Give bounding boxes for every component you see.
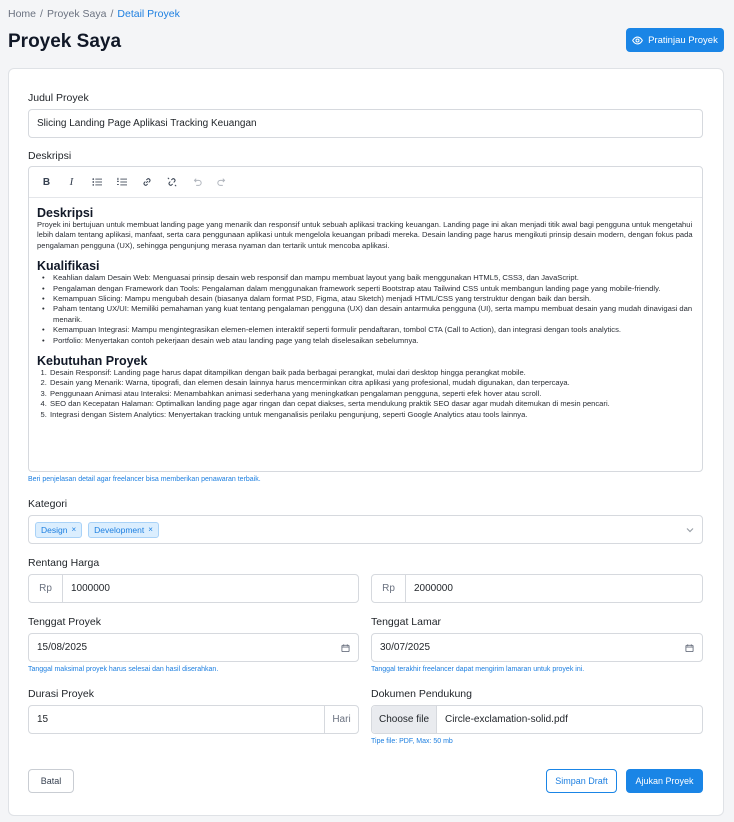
description-label: Deskripsi [28, 150, 72, 162]
breadcrumb: Home / Proyek Saya / Detail Proyek [8, 8, 180, 20]
requirements-list [37, 368, 694, 420]
deadline-hint: Tanggal maksimal proyek harus selesai dan hasil diserahkan. [28, 666, 219, 673]
list-item: • Kemampuan Integrasi: Mampu mengintegrasikan elemen-elemen interaktif seperti formulir pendaftaran, tombol CTA (Call to Action), dan integrasi dengan tools analytics. [49, 325, 694, 335]
cancel-button[interactable]: Batal [28, 769, 74, 793]
category-tag-development: Development × [88, 522, 159, 538]
list-item: • Pengalaman dengan Framework dan Tools: Pengalaman dalam menggunakan framework seperti Bootstrap atau Tailwind CSS untuk membangun landing page yang mobile-friendly. [49, 284, 694, 294]
preview-project-button[interactable] [626, 28, 724, 52]
list-item: • Kemampuan Slicing: Mampu mengubah desain (biasanya dalam format PSD, Figma, atau Sketch) menjadi HTML/CSS yang terstruktur dengan baik dan bersih. [49, 294, 694, 304]
unlink-icon[interactable] [164, 175, 179, 190]
deadline-date-input[interactable] [28, 633, 359, 662]
title-input-value: Slicing Landing Page Aplikasi Tracking Keuangan [37, 118, 257, 129]
editor-toolbar [29, 167, 702, 198]
list-item: 1. Desain Responsif: Landing page harus dapat ditampilkan dengan baik pada berbagai perangkat, mulai dari desktop hingga perangkat mobile. [49, 368, 694, 378]
list-item: 4. SEO dan Kecepatan Halaman: Optimalkan landing page agar ringan dan cepat diakses, serta mendukung praktik SEO dasar agar mudah ditemukan di mesin pencari. [49, 399, 694, 409]
list-item: • Keahlian dalam Desain Web: Menguasai prinsip desain web responsif dan mampu membuat layout yang baik menggunakan HTML5, CSS3, dan JavaScript. [49, 273, 694, 283]
price-min-value: 1000000 [71, 583, 110, 594]
price-range-label: Rentang Harga [28, 557, 100, 569]
list-item: • Portfolio: Menyertakan contoh pekerjaan desain web atau landing page yang telah diselesaikan sebelumnya. [49, 336, 694, 346]
document-filename: Circle-exclamation-solid.pdf [445, 714, 568, 725]
breadcrumb-current: Detail Proyek [117, 8, 180, 20]
remove-tag-icon[interactable]: × [148, 525, 153, 534]
price-min-prefix: Rp [29, 575, 63, 602]
ordered-list-icon[interactable] [114, 175, 129, 190]
duration-value: 15 [37, 714, 49, 725]
document-label: Dokumen Pendukung [371, 688, 472, 700]
deadline-label: Tenggat Proyek [28, 616, 101, 628]
list-item: 5. Integrasi dengan Sistem Analytics: Menyertakan tracking untuk menganalisis perilaku pengunjung, seperti Google Analytics atau tools lainnya. [49, 410, 694, 420]
submit-project-button[interactable]: Ajukan Proyek [626, 769, 703, 793]
duration-label: Durasi Proyek [28, 688, 94, 700]
deadline-value: 15/08/2025 [37, 642, 88, 653]
list-item: • Paham tentang UX/UI: Memiliki pemahaman yang kuat tentang pengalaman pengguna (UX) dan desain antarmuka pengguna (UI), serta mampu membuat desain yang mudah dinavigasi dan menarik. [49, 304, 694, 325]
document-file-input[interactable] [371, 705, 703, 734]
description-editor[interactable] [28, 166, 703, 472]
eye-icon [632, 35, 643, 46]
description-heading: Deskripsi [37, 206, 94, 220]
calendar-icon[interactable] [685, 643, 694, 652]
duration-suffix: Hari [324, 706, 358, 733]
apply-deadline-date-input[interactable] [371, 633, 703, 662]
apply-deadline-hint: Tanggal terakhir freelancer dapat mengirim lamaran untuk proyek ini. [371, 666, 585, 673]
price-max-value: 2000000 [414, 583, 453, 594]
duration-input[interactable] [28, 705, 359, 734]
choose-file-button[interactable]: Choose file [372, 706, 437, 733]
chevron-down-icon[interactable] [686, 527, 694, 533]
list-item: 2. Desain yang Menarik: Warna, tipografi, dan elemen desain lainnya harus mencerminkan citra aplikasi yang profesional, mudah digunakan, dan terpercaya. [49, 378, 694, 388]
document-hint: Tipe file: PDF, Max: 50 mb [371, 738, 453, 745]
description-hint: Beri penjelasan detail agar freelancer bisa memberikan penawaran terbaik. [28, 476, 261, 483]
qualifications-list [37, 273, 694, 346]
qualifications-heading: Kualifikasi [37, 259, 100, 274]
bold-icon[interactable]: B [42, 176, 51, 188]
description-paragraph: Proyek ini bertujuan untuk membuat landing page yang menarik dan responsif untuk sebuah aplikasi tracking keuangan. Landing page ini akan menjadi titik awal bagi pengguna untuk mengetahui lebih dalam tentang aplikasi, manfaat, serta cara penggunaan aplikasi untuk mengelola keuangan pribadi mereka. Desain landing page harus mengikuti prinsip desain modern, dengan fokus pada pengalaman pengguna (UX), sehingga pengunjung merasa nyaman dan tertarik untuk mencoba aplikasi. [37, 220, 693, 250]
apply-deadline-value: 30/07/2025 [380, 642, 431, 653]
calendar-icon[interactable] [341, 643, 350, 652]
price-min-input[interactable] [28, 574, 359, 603]
remove-tag-icon[interactable]: × [71, 525, 77, 534]
category-tag-design: Design × [35, 522, 82, 538]
requirements-heading: Kebutuhan Proyek [37, 354, 148, 369]
list-item: 3. Penggunaan Animasi atau Interaksi: Menambahkan animasi sederhana yang meningkatkan pengalaman pengguna, seperti efek hover atau scroll. [49, 389, 694, 399]
breadcrumb-home[interactable]: Home [8, 8, 37, 20]
apply-deadline-label: Tenggat Lamar [371, 616, 442, 628]
italic-icon[interactable]: I [69, 176, 74, 188]
breadcrumb-my-projects[interactable]: Proyek Saya [46, 8, 107, 20]
redo-icon[interactable] [214, 175, 229, 190]
category-select[interactable] [28, 515, 703, 544]
link-icon[interactable] [139, 175, 154, 190]
category-label: Kategori [28, 498, 68, 510]
title-input[interactable] [28, 109, 703, 138]
price-max-prefix: Rp [372, 575, 406, 602]
price-max-input[interactable] [371, 574, 703, 603]
save-draft-button[interactable]: Simpan Draft [546, 769, 617, 793]
editor-content[interactable] [29, 198, 702, 420]
bullet-list-icon[interactable] [89, 175, 104, 190]
preview-project-label: Pratinjau Proyek [648, 34, 718, 46]
undo-icon[interactable] [189, 175, 204, 190]
page-title: Proyek Saya [8, 31, 122, 52]
title-label: Judul Proyek [28, 92, 89, 104]
